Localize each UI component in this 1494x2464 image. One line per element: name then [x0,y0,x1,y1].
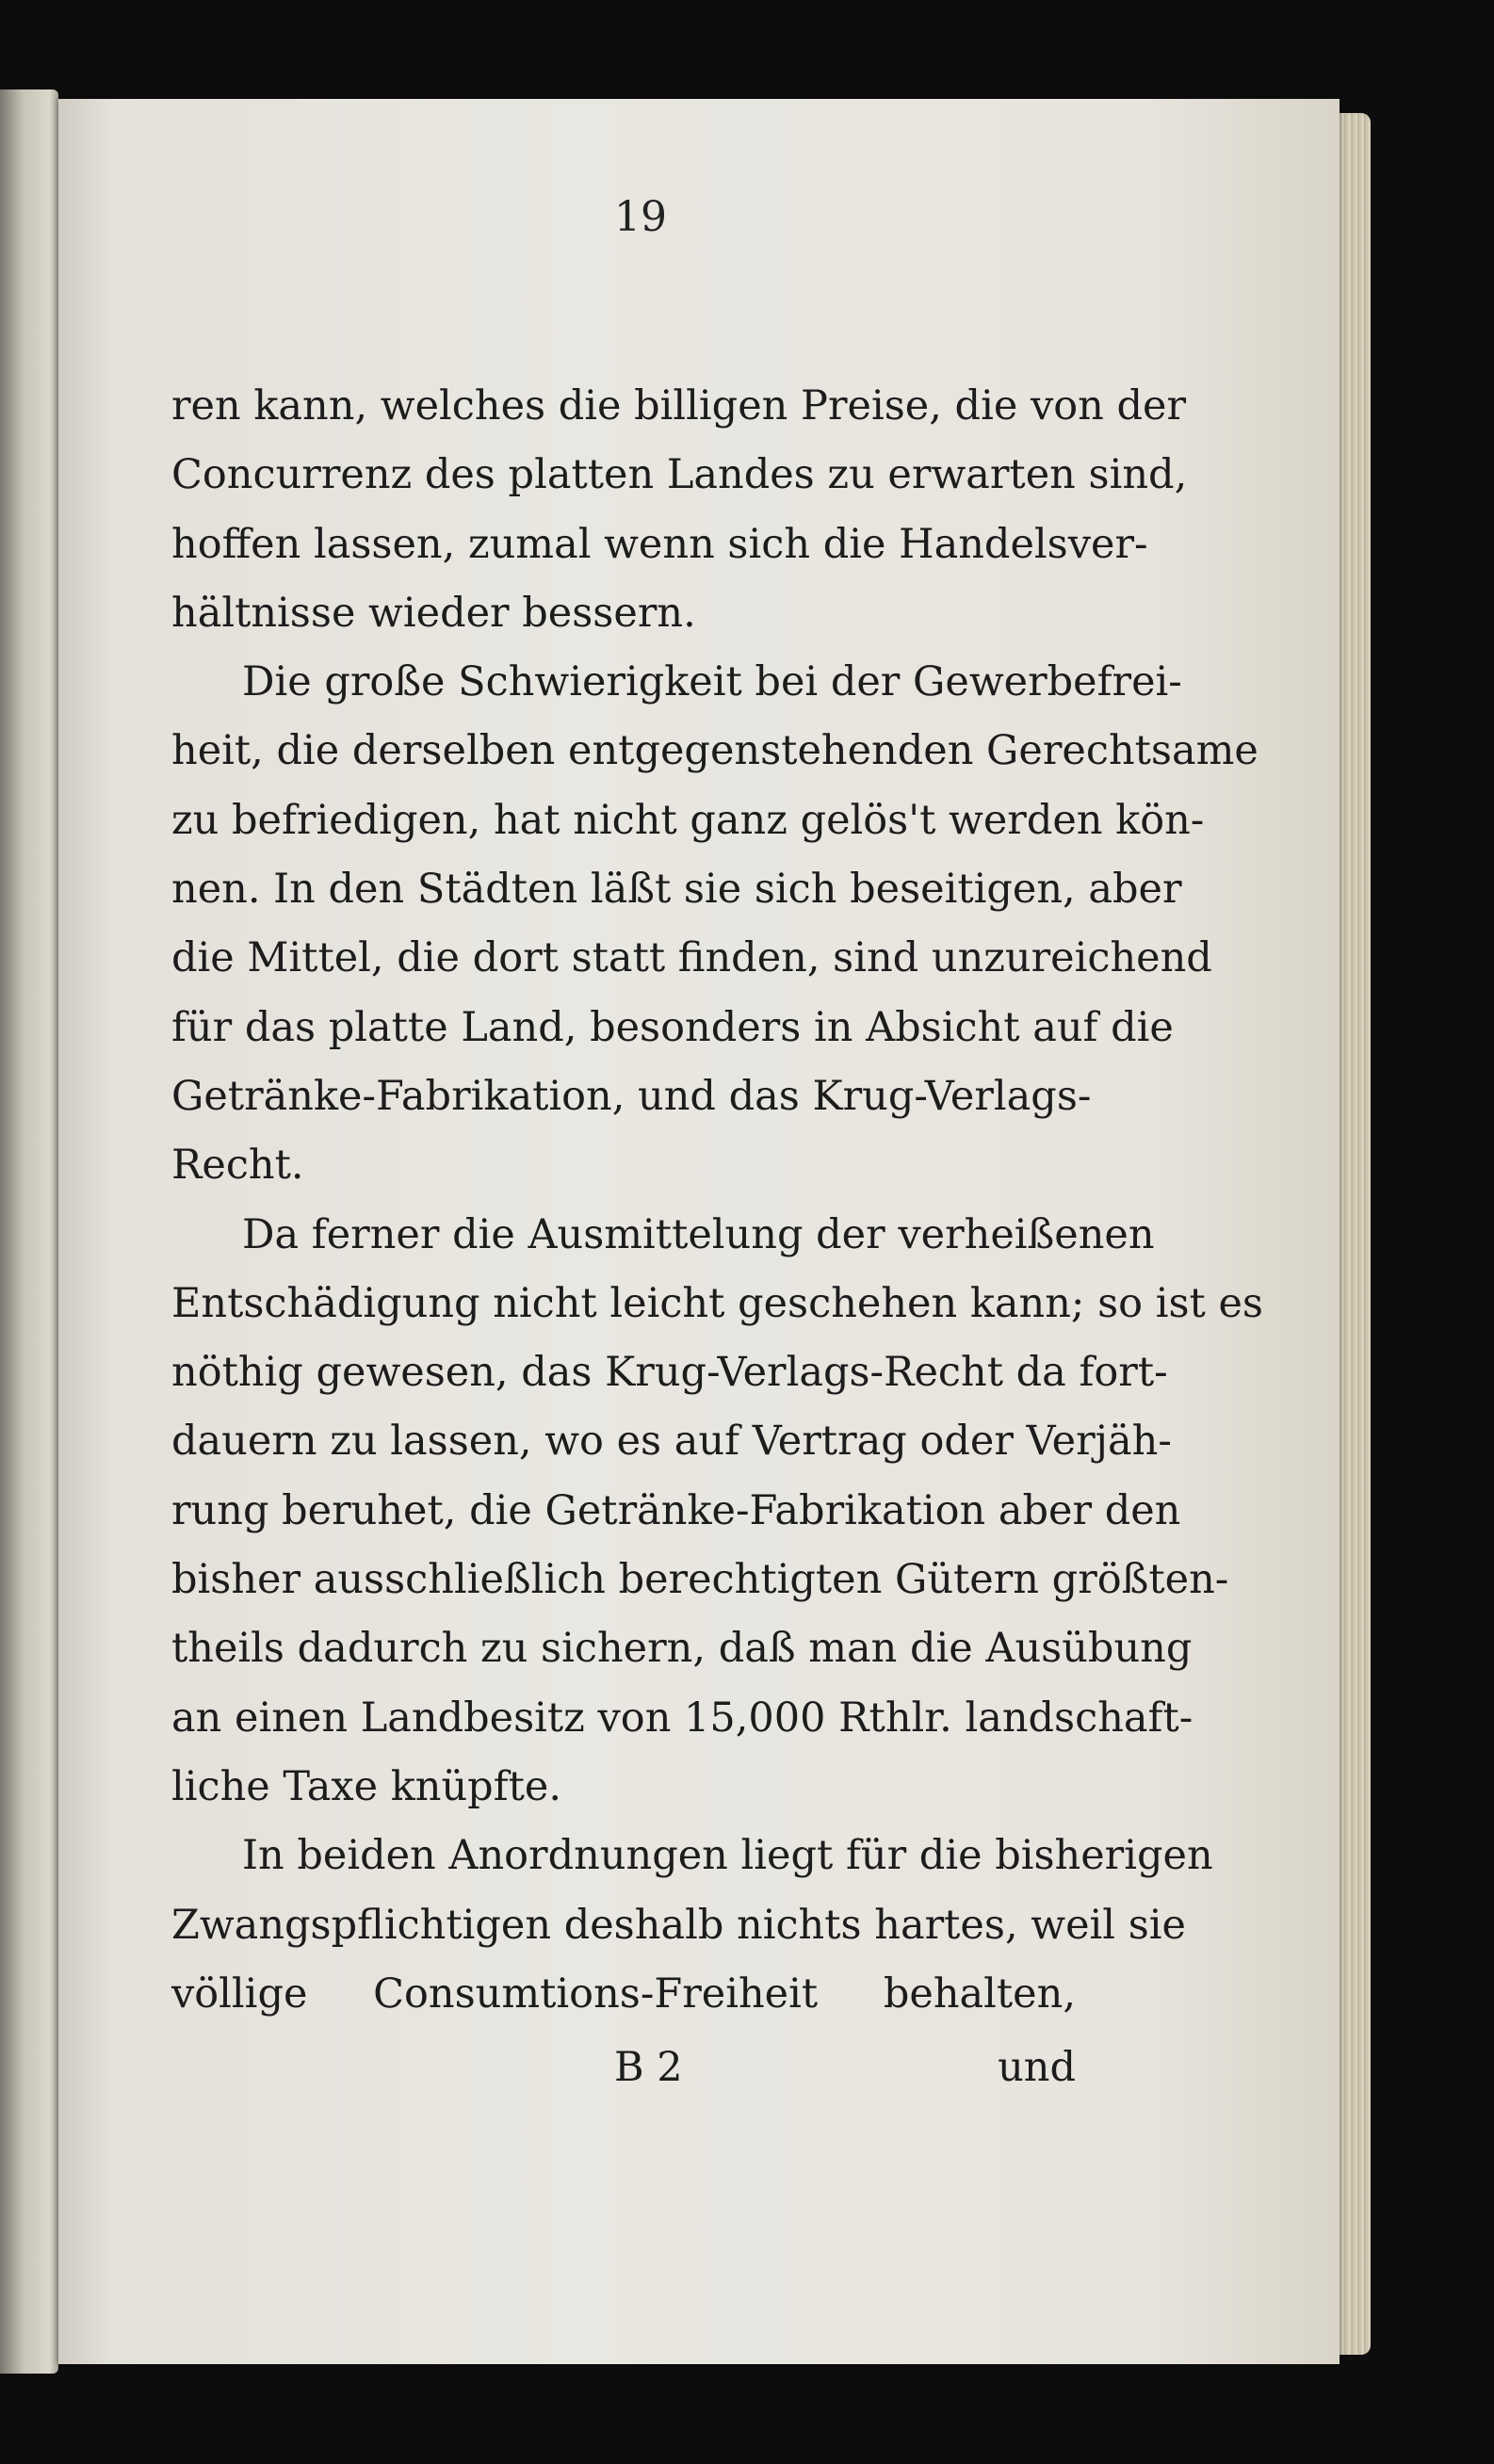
text-line: ren kann, welches die billigen Preise, die von der [171,382,1187,430]
signature-mark: B 2 [614,2044,683,2091]
text-line: völlige Consumtions-Freiheit behalten, [171,1970,1076,2018]
page-number: 19 [614,193,667,241]
text-line: Da ferner die Ausmittelung der verheißenen [242,1210,1155,1258]
text-line: theils dadurch zu sichern, daß man die Ausübung [171,1625,1193,1673]
text-line: Entschädigung nicht leicht geschehen kann; so ist es [171,1279,1263,1327]
text-line: bisher ausschließlich berechtigten Gütern größten- [171,1556,1229,1604]
body-text [171,372,1263,2029]
text-line: nen. In den Städten läßt sie sich beseitigen, aber [171,866,1182,914]
text-line: für das platte Land, besonders in Absicht auf die [171,1003,1174,1051]
text-line: nöthig gewesen, das Krug-Verlags-Recht da fort- [171,1349,1168,1397]
text-line: Recht. [171,1142,304,1190]
catchword: und [998,2044,1076,2091]
text-line: rung beruhet, die Getränke-Fabrikation aber den [171,1486,1181,1534]
text-line: Die große Schwierigkeit bei der Gewerbefrei- [242,658,1182,706]
text-line: hoffen lassen, zumal wenn sich die Handelsver- [171,520,1148,568]
page-footer [171,2044,1076,2110]
text-line: hältnisse wieder bessern. [171,589,696,637]
text-line: dauern zu lassen, wo es auf Vertrag oder Verjäh- [171,1418,1172,1466]
text-line: zu befriedigen, hat nicht ganz gelös't werden kön- [171,796,1205,844]
text-line: In beiden Anordnungen liegt für die bisherigen [242,1832,1213,1880]
text-line: die Mittel, die dort statt finden, sind unzureichend [171,934,1212,982]
text-line: Concurrenz des platten Landes zu erwarten sind, [171,451,1188,499]
text-line: liche Taxe knüpfte. [171,1762,562,1810]
text-line: Getränke-Fabrikation, und das Krug-Verlags- [171,1072,1092,1120]
text-line: an einen Landbesitz von 15,000 Rthlr. landschaft- [171,1694,1194,1742]
text-line: Zwangspflichtigen deshalb nichts hartes, weil sie [171,1901,1186,1949]
facing-page-edge [0,89,58,2374]
text-line: heit, die derselben entgegenstehenden Gerechtsame [171,727,1259,775]
